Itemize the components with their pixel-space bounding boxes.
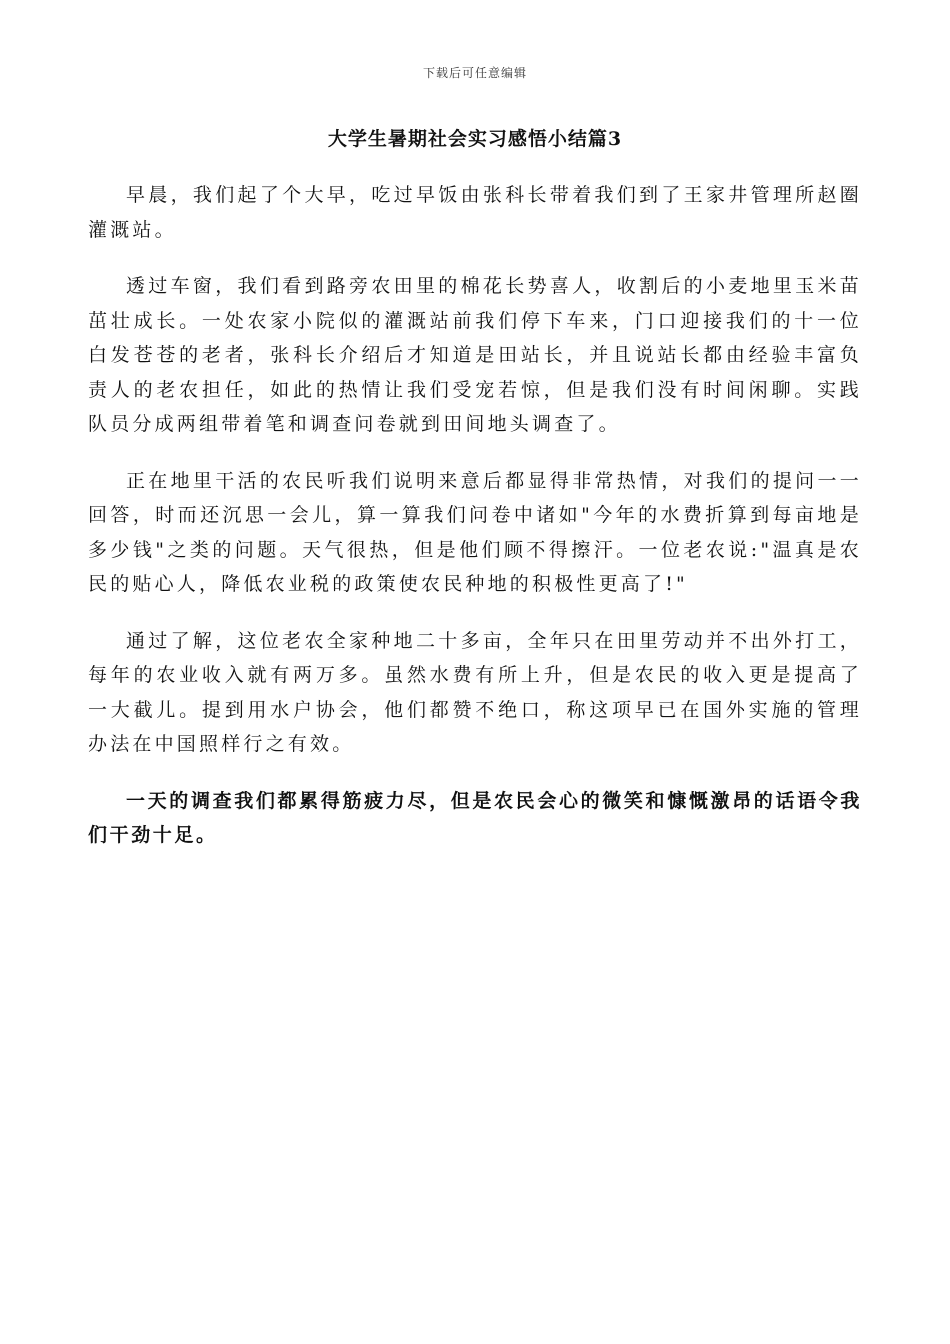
paragraph-3: 正在地里干活的农民听我们说明来意后都显得非常热情，对我们的提问一一回答，时而还沉思一会儿，算一算我们问卷中诸如"今年的水费折算到每亩地是多少钱"之类的问题。天气很热，但是他们顾不得擦汗。一位老农说:"温真是农民的贴心人，降低农业税的政策使农民种地的积极性更高了!" bbox=[88, 469, 862, 595]
document-body bbox=[88, 178, 862, 875]
paragraph-1: 早晨，我们起了个大早，吃过早饭由张科长带着我们到了王家井管理所赵圈灌溉站。 bbox=[88, 184, 862, 241]
paragraph-2: 透过车窗，我们看到路旁农田里的棉花长势喜人，收割后的小麦地里玉米苗茁壮成长。一处农家小院似的灌溉站前我们停下车来，门口迎接我们的十一位白发苍苍的老者，张科长介绍后才知道是田站长，并且说站长都由经验丰富负责人的老农担任，如此的热情让我们受宠若惊，但是我们没有时间闲聊。实践队员分成两组带着笔和调查问卷就到田间地头调查了。 bbox=[88, 275, 862, 435]
paragraph-5-conclusion: 一天的调查我们都累得筋疲力尽，但是农民会心的微笑和慷慨激昂的话语令我们干劲十足。 bbox=[88, 789, 862, 846]
header-note: 下载后可任意编辑 bbox=[422, 66, 527, 80]
document-title: 大学生暑期社会实习感悟小结篇3 bbox=[327, 128, 623, 150]
paragraph-4: 通过了解，这位老农全家种地二十多亩，全年只在田里劳动并不出外打工，每年的农业收入就有两万多。虽然水费有所上升，但是农民的收入更是提高了一大截儿。提到用水户协会，他们都赞不绝口，称这项早已在国外实施的管理办法在中国照样行之有效。 bbox=[88, 629, 862, 755]
